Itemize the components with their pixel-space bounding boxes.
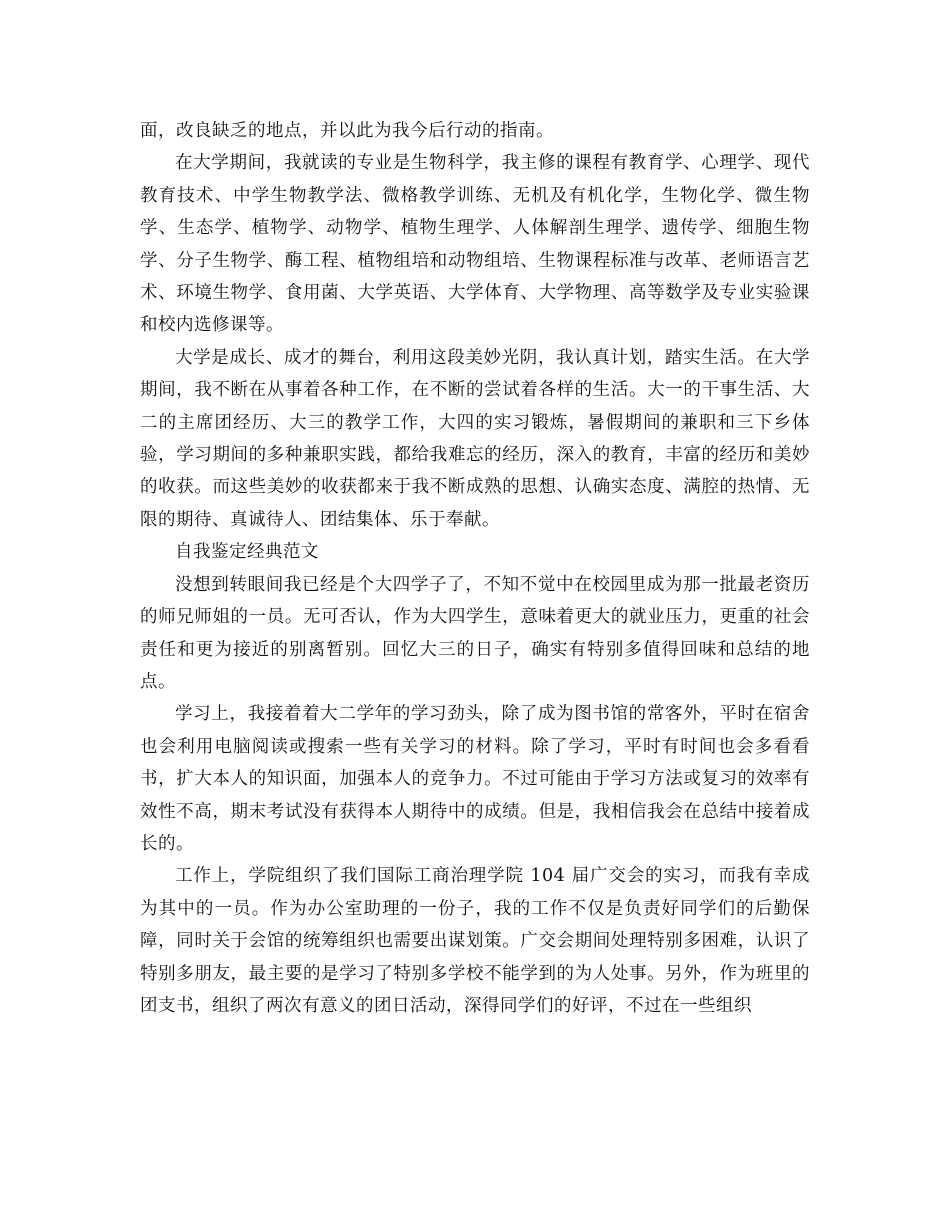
document-body [140, 115, 810, 1022]
paragraph-work: 工作上，学院组织了我们国际工商治理学院 104 届广交会的实习，而我有幸成为其中的一员。作为办公室助理的一份子，我的工作不仅是负责好同学们的后勤保障，同时关于会馆的统筹组织也需要出谋划策。广交会期间处理特别多困难，认识了特别多朋友，最主要的是学习了特别多学校不能学到的为人处事。另外，作为班里的团支书，组织了两次有意义的团日活动，深得同学们的好评，不过在一些组织 [140, 866, 810, 1016]
section-heading: 自我鉴定经典范文 [175, 542, 319, 563]
paragraph-courses: 在大学期间，我就读的专业是生物科学，我主修的课程有教育学、心理学、现代教育技术、中学生物教学法、微格教学训练、无机及有机化学，生物化学、微生物学、生态学、植物学、动物学、植物生理学、人体解剖生理学、遗传学、细胞生物学、分子生物学、酶工程、植物组培和动物组培、生物课程标准与改革、老师语言艺术、环境生物学、食用菌、大学英语、大学体育、大学物理、高等数学及专业实验课和校内选修课等。 [140, 153, 810, 336]
paragraph-study: 学习上，我接着着大二学年的学习劲头，除了成为图书馆的常客外，平时在宿舍也会利用电脑阅读或搜索一些有关学习的材料。除了学习，平时有时间也会多看看书，扩大本人的知识面，加强本人的竞争力。不过可能由于学习方法或复习的效率有效性不高，期末考试没有获得本人期待中的成绩。但是，我相信我会在总结中接着成长的。 [140, 704, 810, 854]
paragraph-continuation: 面，改良缺乏的地点，并以此为我今后行动的指南。 [140, 121, 554, 141]
paragraph-university-life: 大学是成长、成才的舞台，利用这段美妙光阴，我认真计划，踏实生活。在大学期间，我不断在从事着各种工作，在不断的尝试着各样的生活。大一的干事生活、大二的主席团经历、大三的教学工作，大四的实习锻炼，暑假期间的兼职和三下乡体验，学习期间的多种兼职实践，都给我难忘的经历，深入的教育，丰富的经历和美妙的收获。而这些美妙的收获都来于我不断成熟的思想、认确实态度、满腔的热情、无限的期待、真诚待人、团结集体、乐于奉献。 [140, 347, 810, 530]
paragraph-senior-year: 没想到转眼间我已经是个大四学子了，不知不觉中在校园里成为那一批最老资历的师兄师姐的一员。无可否认，作为大四学生，意味着更大的就业压力，更重的社会责任和更为接近的别离暂别。回忆大三的日子，确实有特别多值得回味和总结的地点。 [140, 574, 810, 692]
